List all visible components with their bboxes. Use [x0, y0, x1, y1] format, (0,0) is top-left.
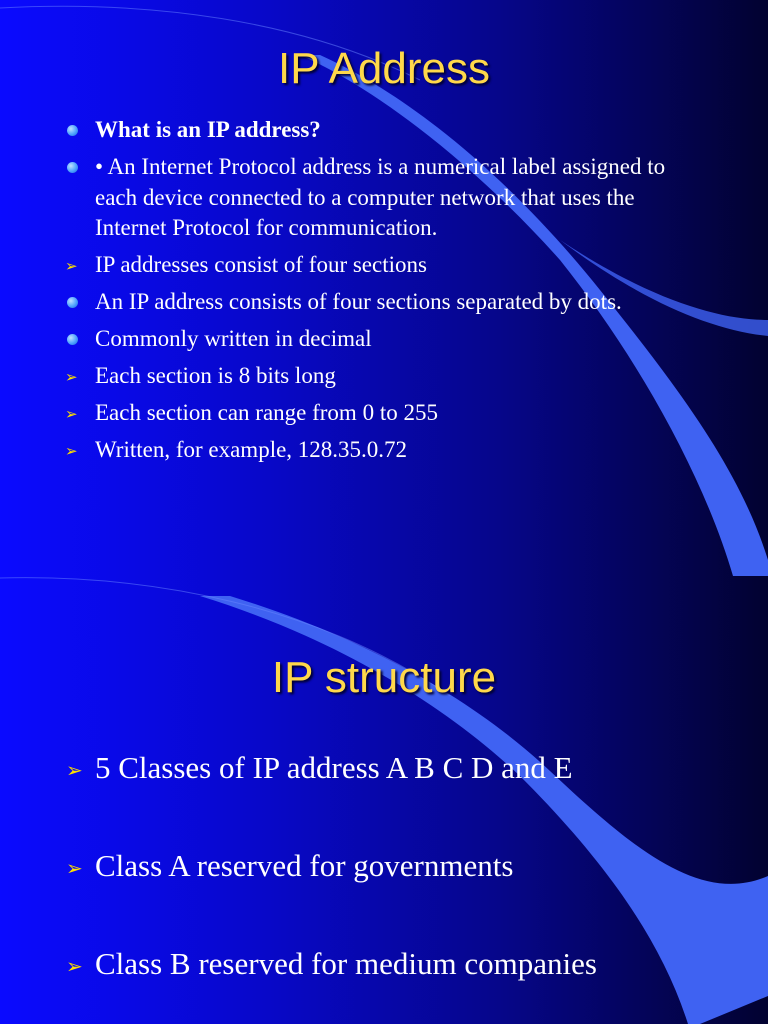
- arrow-bullet-icon: ➢: [66, 954, 83, 978]
- list-item: [64, 287, 704, 318]
- bullet-text: Class B reserved for medium companies: [95, 946, 597, 981]
- arrow-bullet-icon: ➢: [65, 368, 78, 386]
- round-bullet-icon: [67, 297, 78, 308]
- arrow-bullet-icon: ➢: [65, 257, 78, 275]
- round-bullet-icon: [67, 334, 78, 345]
- list-item: [64, 250, 704, 281]
- list-item: [64, 435, 704, 466]
- slide-ip-structure: [0, 576, 768, 1024]
- slide-title: IP Address: [278, 44, 490, 93]
- bullet-text: Commonly written in decimal: [95, 326, 372, 351]
- arrow-bullet-icon: ➢: [66, 758, 83, 782]
- list-item: [64, 361, 704, 392]
- slide-title: IP structure: [271, 653, 497, 702]
- bullet-text: • An Internet Protocol address is a numerical label assigned to each device connected to a computer network that uses the Internet Protocol for communication.: [95, 154, 666, 240]
- bullet-text: Each section can range from 0 to 255: [95, 400, 438, 425]
- arrow-bullet-icon: ➢: [65, 442, 78, 460]
- round-bullet-icon: [67, 125, 78, 136]
- list-item: [64, 748, 744, 788]
- list-item: [64, 398, 704, 429]
- bullet-list: [64, 115, 704, 472]
- list-item: [64, 115, 704, 146]
- bullet-text: What is an IP address?: [95, 117, 321, 142]
- bullet-list: [64, 748, 744, 1024]
- bullet-text: Written, for example, 128.35.0.72: [95, 437, 408, 462]
- list-item: [64, 846, 744, 886]
- bullet-text: Class A reserved for governments: [95, 848, 514, 883]
- bullet-text: IP addresses consist of four sections: [95, 252, 427, 277]
- bullet-text: 5 Classes of IP address A B C D and E: [95, 750, 573, 785]
- arrow-bullet-icon: ➢: [66, 856, 83, 880]
- list-item: [64, 324, 704, 355]
- arrow-bullet-icon: ➢: [65, 405, 78, 423]
- bullet-text: Each section is 8 bits long: [95, 363, 336, 388]
- list-item: [64, 944, 744, 984]
- list-item: [64, 152, 704, 244]
- round-bullet-icon: [67, 162, 78, 173]
- bullet-text: An IP address consists of four sections separated by dots.: [95, 289, 622, 314]
